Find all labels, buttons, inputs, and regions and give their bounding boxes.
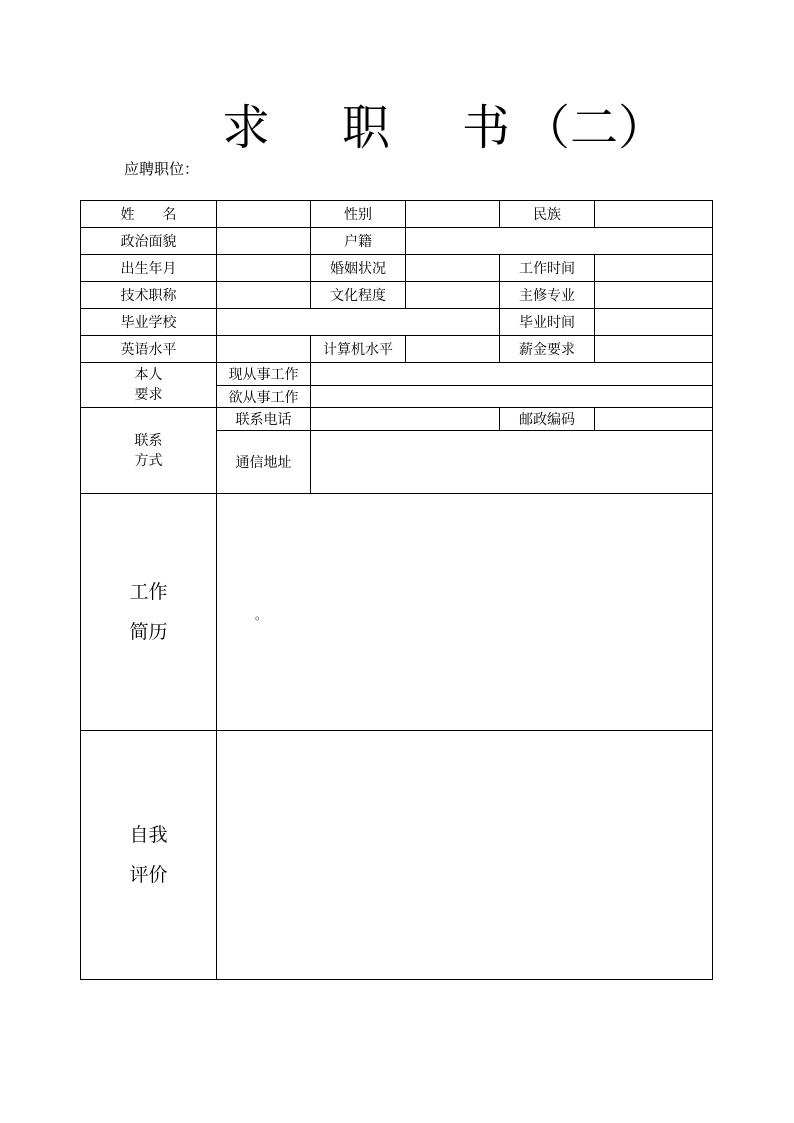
address-label: 通信地址 — [217, 431, 311, 494]
contact-label — [81, 408, 217, 494]
self-requirement-label — [81, 363, 217, 408]
birth-date-field[interactable] — [217, 255, 311, 282]
self-evaluation-field[interactable] — [217, 731, 712, 979]
school-field[interactable] — [217, 309, 500, 336]
work-start-field[interactable] — [595, 255, 712, 282]
title-char-1: 求 — [222, 100, 271, 156]
political-status-label: 政治面貌 — [81, 228, 217, 255]
ethnicity-field[interactable] — [595, 201, 712, 228]
form-title — [0, 98, 794, 158]
ethnicity-label: 民族 — [500, 201, 595, 228]
salary-field[interactable] — [595, 336, 712, 363]
household-register-field[interactable] — [406, 228, 712, 255]
self-evaluation-label-line2: 评价 — [129, 864, 168, 886]
self-requirement-label-line1: 本人 — [134, 367, 163, 383]
education-label: 文化程度 — [311, 282, 406, 309]
education-field[interactable] — [406, 282, 500, 309]
work-start-label: 工作时间 — [500, 255, 595, 282]
phone-field[interactable] — [311, 408, 500, 431]
self-requirement-label-line2: 要求 — [134, 387, 163, 403]
name-field[interactable] — [217, 201, 311, 228]
work-history-label-line2: 简历 — [129, 621, 168, 643]
computer-field[interactable] — [406, 336, 500, 363]
school-label: 毕业学校 — [81, 309, 217, 336]
graduation-time-label: 毕业时间 — [500, 309, 595, 336]
household-register-label: 户籍 — [311, 228, 406, 255]
title-rank-field[interactable] — [217, 282, 311, 309]
title-char-2: 职 — [342, 100, 391, 156]
address-field[interactable] — [311, 431, 712, 494]
self-evaluation-label — [81, 731, 217, 979]
name-label: 姓 名 — [81, 201, 217, 228]
current-job-field[interactable] — [311, 363, 712, 386]
salary-label: 薪金要求 — [500, 336, 595, 363]
graduation-time-field[interactable] — [595, 309, 712, 336]
major-label: 主修专业 — [500, 282, 595, 309]
title-char-3: 书 — [462, 100, 511, 156]
position-label: 应聘职位： — [124, 160, 200, 178]
marital-status-label: 婚姻状况 — [311, 255, 406, 282]
application-form — [80, 200, 713, 980]
desired-job-label: 欲从事工作 — [217, 386, 311, 408]
work-history-field[interactable] — [217, 494, 712, 731]
english-field[interactable] — [217, 336, 311, 363]
work-history-label — [81, 494, 217, 731]
work-history-label-line1: 工作 — [129, 581, 168, 603]
current-job-label: 现从事工作 — [217, 363, 311, 386]
major-field[interactable] — [595, 282, 712, 309]
contact-label-line2: 方式 — [134, 452, 163, 469]
desired-job-field[interactable] — [311, 386, 712, 408]
phone-label: 联系电话 — [217, 408, 311, 431]
title-char-4: （二） — [522, 100, 667, 156]
gender-field[interactable] — [406, 201, 500, 228]
birth-date-label: 出生年月 — [81, 255, 217, 282]
self-evaluation-label-line1: 自我 — [129, 824, 168, 846]
postcode-field[interactable] — [595, 408, 712, 431]
english-label: 英语水平 — [81, 336, 217, 363]
work-history-text: 。 — [255, 608, 268, 622]
gender-label: 性别 — [311, 201, 406, 228]
postcode-label: 邮政编码 — [500, 408, 595, 431]
computer-label: 计算机水平 — [311, 336, 406, 363]
marital-status-field[interactable] — [406, 255, 500, 282]
title-rank-label: 技术职称 — [81, 282, 217, 309]
contact-label-line1: 联系 — [134, 432, 163, 449]
political-status-field[interactable] — [217, 228, 311, 255]
